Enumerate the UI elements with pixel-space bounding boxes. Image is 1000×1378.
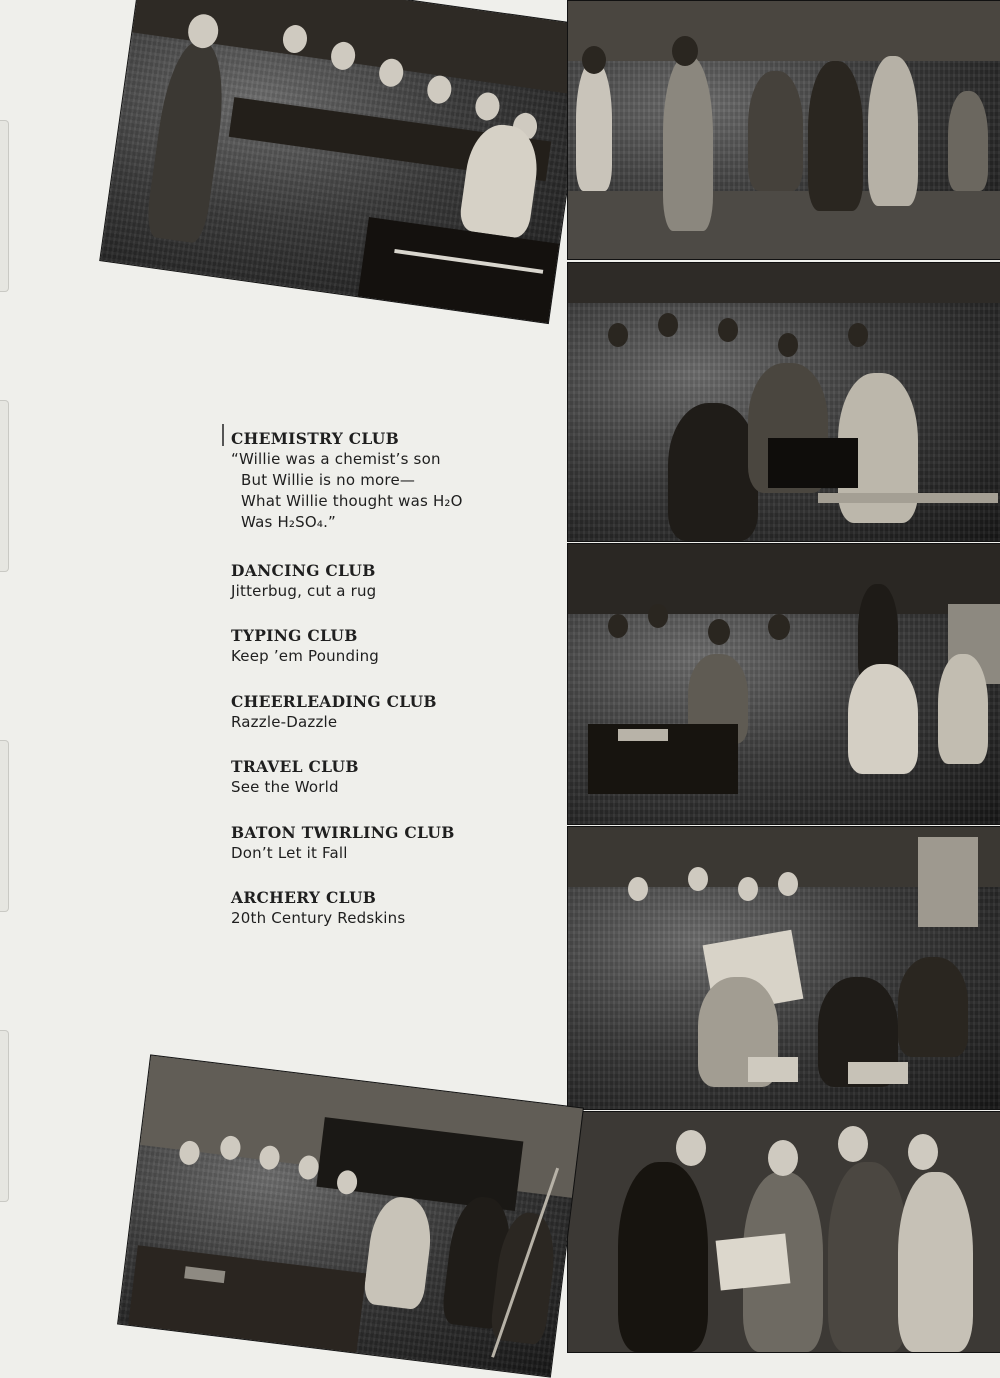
caption-accent-bar: [222, 424, 224, 446]
club-title: CHEMISTRY CLUB: [231, 429, 400, 448]
chemistry-club-photo: [99, 0, 591, 324]
caption-archery-club: [231, 888, 561, 929]
binder-mark: [0, 740, 9, 912]
club-title: TRAVEL CLUB: [231, 757, 359, 776]
caption-dancing-club: [231, 561, 561, 602]
typing-club-photo: [567, 262, 1000, 542]
archery-club-photo: [117, 1054, 584, 1377]
club-title: DANCING CLUB: [231, 561, 376, 580]
binder-mark: [0, 120, 9, 292]
caption-baton-twirling-club: [231, 823, 561, 864]
club-motto: Jitterbug, cut a rug: [231, 582, 377, 600]
club-verse-line: What Willie thought was H₂O: [241, 492, 463, 510]
club-verse-line: But Willie is no more—: [241, 471, 416, 489]
club-title: ARCHERY CLUB: [231, 888, 377, 907]
caption-travel-club: [231, 757, 561, 798]
baton-twirling-club-photo: [567, 1111, 1000, 1353]
club-title: CHEERLEADING CLUB: [231, 692, 437, 711]
club-title: BATON TWIRLING CLUB: [231, 823, 455, 842]
cheerleading-club-photo: [567, 543, 1000, 825]
club-motto: Don’t Let it Fall: [231, 844, 348, 862]
club-verse-line: Was H₂SO₄.”: [241, 513, 337, 531]
caption-cheerleading-club: [231, 692, 561, 733]
caption-chemistry-club: [231, 429, 561, 533]
caption-typing-club: [231, 626, 561, 667]
dancing-club-photo: [567, 0, 1000, 260]
club-title: TYPING CLUB: [231, 626, 358, 645]
travel-club-photo: [567, 826, 1000, 1110]
binder-mark: [0, 1030, 9, 1202]
binder-mark: [0, 400, 9, 572]
club-motto: Razzle-Dazzle: [231, 713, 338, 731]
club-motto: 20th Century Redskins: [231, 909, 406, 927]
club-motto: Keep ’em Pounding: [231, 647, 380, 665]
club-motto: See the World: [231, 778, 339, 796]
club-verse-line: “Willie was a chemist’s son: [231, 450, 441, 468]
